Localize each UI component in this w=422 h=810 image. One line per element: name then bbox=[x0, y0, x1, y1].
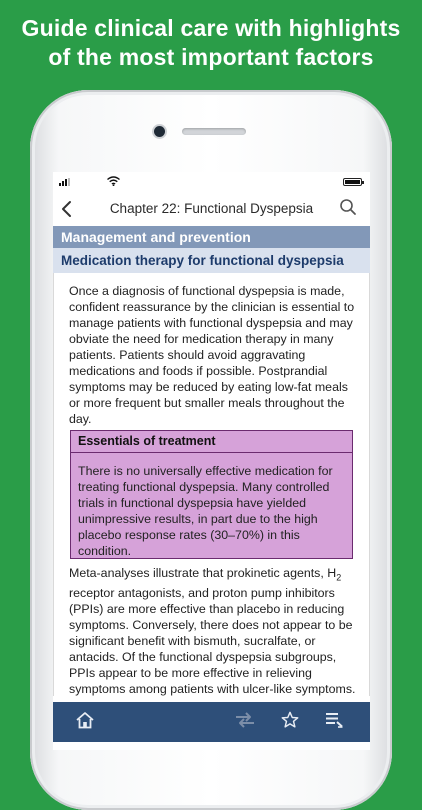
front-camera bbox=[154, 126, 165, 137]
paragraph-meta-analyses bbox=[69, 565, 361, 697]
section-header[interactable]: Management and prevention bbox=[53, 226, 370, 248]
paragraph-intro: Once a diagnosis of functional dyspepsia is made, confident reassurance by the clinician is essential to manage patients with functional dyspepsia and may obviate the need for medication therapy in many patients. Patients should avoid aggravating medications and foods if possible. Postprandial symptoms may be reduced by eating low-fat meals or more frequent but smaller meals throughout the day. bbox=[69, 284, 355, 426]
search-icon[interactable] bbox=[339, 198, 357, 216]
app-screen bbox=[53, 172, 370, 750]
subscript-2: 2 bbox=[336, 572, 342, 583]
nav-bar bbox=[53, 192, 370, 227]
earpiece-speaker bbox=[182, 128, 246, 135]
headline bbox=[0, 14, 422, 72]
star-icon[interactable] bbox=[281, 711, 299, 729]
essentials-text: There is no universally effective medication for treating functional dyspepsia. Many controlled trials in functional dyspepsia have yielded unimpressive results, in part due to the high placebo response rates (30–70%) in this condition. bbox=[78, 464, 333, 558]
headline-line-1: Guide clinical care with highlights bbox=[21, 15, 401, 41]
page-title: Chapter 22: Functional Dyspepsia bbox=[109, 201, 314, 216]
wifi-icon bbox=[107, 176, 120, 186]
signal-icon bbox=[59, 178, 73, 186]
essentials-title: Essentials of treatment bbox=[78, 434, 216, 448]
article-content[interactable] bbox=[53, 273, 370, 696]
paragraph-meta-analyses-part-2: receptor antagonists, and proton pump inhibitors (PPIs) are more effective than placebo in reducing symptoms. Conversely, there does not appear to be significant benefit with bismuth, sucralfate, or antacids. Of the functional dyspepsia subgroups, PPIs appear to be more effective in relieving symptoms among patients with ulcer-like symptoms. bbox=[69, 586, 356, 697]
chevron-left-icon[interactable] bbox=[57, 198, 79, 220]
status-bar bbox=[53, 172, 370, 192]
list-icon[interactable] bbox=[324, 711, 344, 729]
essentials-divider bbox=[71, 452, 352, 453]
subsection-header[interactable]: Medication therapy for functional dyspepsia bbox=[53, 248, 370, 273]
home-icon[interactable] bbox=[75, 711, 95, 729]
swap-arrows-icon[interactable] bbox=[234, 711, 256, 729]
headline-line-2: of the most important factors bbox=[48, 44, 374, 70]
tab-bar bbox=[53, 702, 370, 742]
battery-icon bbox=[343, 178, 362, 186]
paragraph-meta-analyses-part-1: Meta-analyses illustrate that prokinetic agents, H bbox=[69, 566, 337, 580]
essentials-box bbox=[70, 430, 353, 559]
